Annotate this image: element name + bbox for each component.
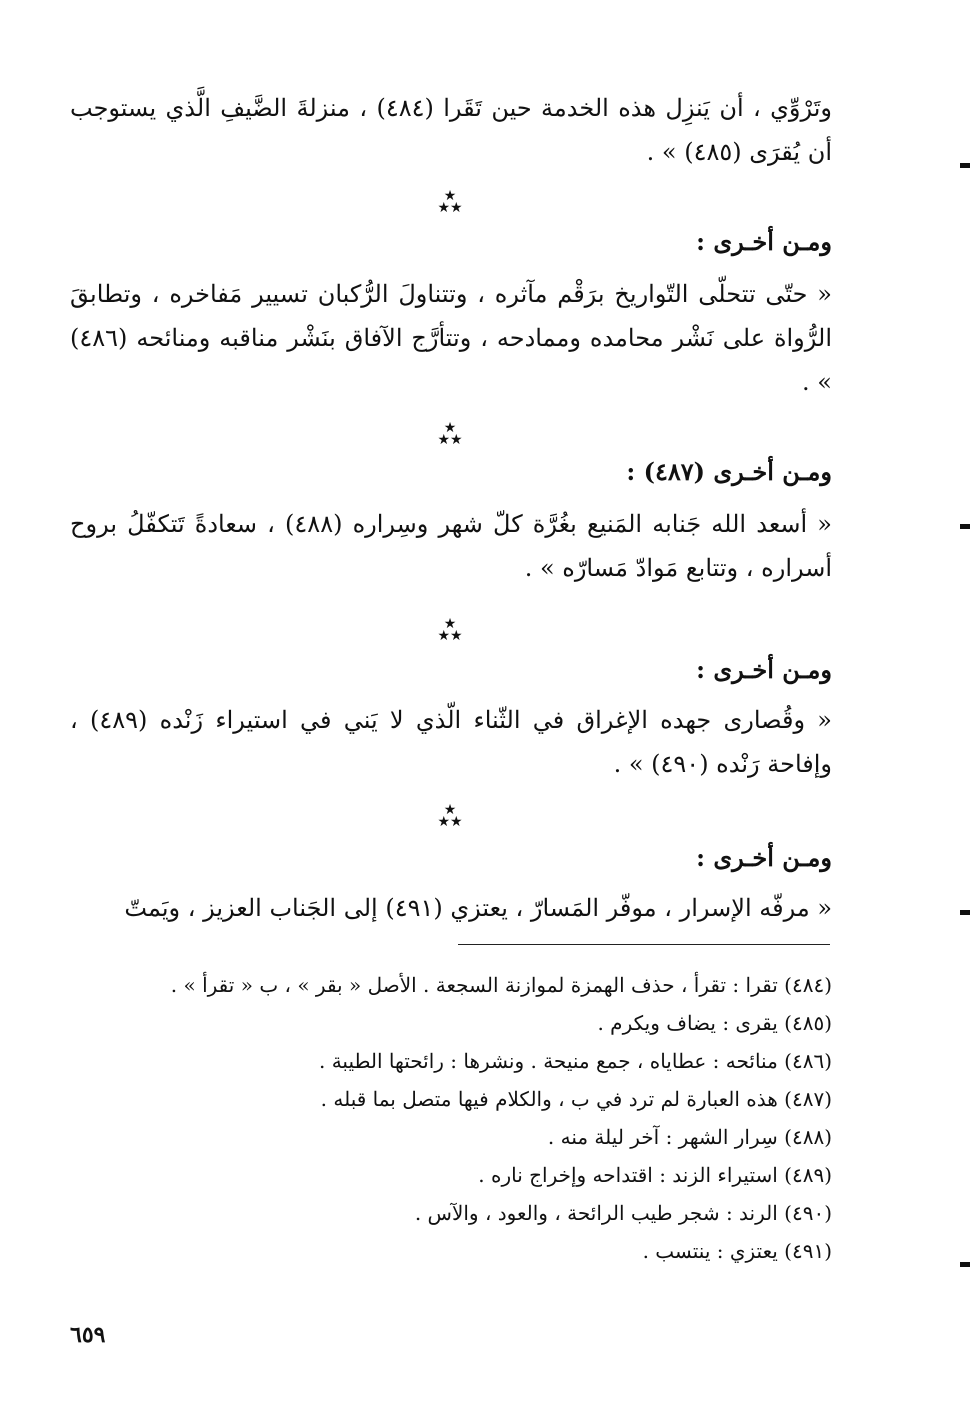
footnotes bbox=[70, 966, 832, 1270]
section-divider-stars bbox=[420, 422, 480, 452]
paragraph-2: « حتّى تتحلّى التّواريخ برَقْم مآثره ، وتتناولَ الرُّكبان تسيير مَفاخره ، وتطابقَ الرُّواة على نَشْر محامده وممادحه ، وتتأرَّج الآفاق بنَشْر مناقبه ومنائحه (٤٨٦) » . bbox=[70, 280, 832, 396]
star-icon: ★★ bbox=[437, 200, 463, 216]
footnote-486: (٤٨٦) منائحه : عطاياه ، جمع منيحة . ونشرها : رائحتها الطيبة . bbox=[318, 1049, 832, 1073]
footnote-484: (٤٨٤) تقرا : تقرأ ، حذف الهمزة لموازنة السجعة . الأصل « بقر » ، ب « تقرأ » . bbox=[170, 973, 832, 997]
section-heading-3: ومـن أخـرى (٤٨٧) : bbox=[626, 457, 832, 486]
margin-mark bbox=[960, 1262, 970, 1267]
star-icon: ★★ bbox=[437, 628, 463, 644]
star-icon: ★ bbox=[443, 188, 457, 204]
footnote-separator bbox=[458, 944, 830, 945]
section-divider-stars bbox=[420, 804, 480, 834]
star-icon: ★ bbox=[443, 802, 457, 818]
star-icon: ★★ bbox=[437, 814, 463, 830]
page-number: ٦٥٩ bbox=[70, 1322, 106, 1348]
paragraph-4: « وقُصارى جهده الإغراق في الثّناء الّذي لا يَني في استيراء زَنْده (٤٨٩) ، وإفاحة رَنْده (٤٩٠) » . bbox=[70, 706, 832, 778]
footnote-487: (٤٨٧) هذه العبارة لم ترد في ب ، والكلام فيها متصل بما قبله . bbox=[320, 1087, 832, 1111]
paragraph-1: وتَرْوِّي ، أن يَنزِل هذه الخدمة حين تَقَرا (٤٨٤) ، منزلةَ الضَّيفِ الَّذي يستوجب أن يُقرَى (٤٨٥) » . bbox=[70, 94, 832, 166]
star-icon: ★★ bbox=[437, 432, 463, 448]
footnote-489: (٤٨٩) استيراء الزند : اقتداحه وإخراج ناره . bbox=[478, 1163, 832, 1187]
footnote-485: (٤٨٥) يقرى : يضاف ويكرم . bbox=[597, 1011, 832, 1035]
margin-mark bbox=[960, 524, 970, 529]
section-heading-5: ومـن أخـرى : bbox=[696, 843, 832, 872]
star-icon: ★ bbox=[443, 420, 457, 436]
section-heading-2: ومـن أخـرى : bbox=[696, 227, 832, 256]
margin-mark bbox=[960, 163, 970, 168]
paragraph-5: « مرفّه الإسرار ، موفّر المَسارّ ، يعتزي (٤٩١) إلى الجَناب العزيز ، ويَمتّ bbox=[124, 894, 832, 922]
section-divider-stars bbox=[420, 190, 480, 220]
footnote-490: (٤٩٠) الرند : شجر طيب الرائحة ، والعود ، والآس . bbox=[414, 1201, 832, 1225]
footnote-488: (٤٨٨) سِرار الشهر : آخر ليلة منه . bbox=[547, 1125, 832, 1149]
section-divider-stars bbox=[420, 618, 480, 648]
footnote-491: (٤٩١) يعتزي : ينتسب . bbox=[642, 1239, 832, 1263]
paragraph-3: « أسعد الله جَنابه المَنيع بغُرَّة كلّ شهر وسِراره (٤٨٨) ، سعادةً تَتكفّلُ بروح أسراره ، وتتابع مَوادّ مَسارّه » . bbox=[70, 510, 832, 582]
section-heading-4: ومـن أخـرى : bbox=[696, 655, 832, 684]
margin-mark bbox=[960, 910, 970, 915]
star-icon: ★ bbox=[443, 616, 457, 632]
